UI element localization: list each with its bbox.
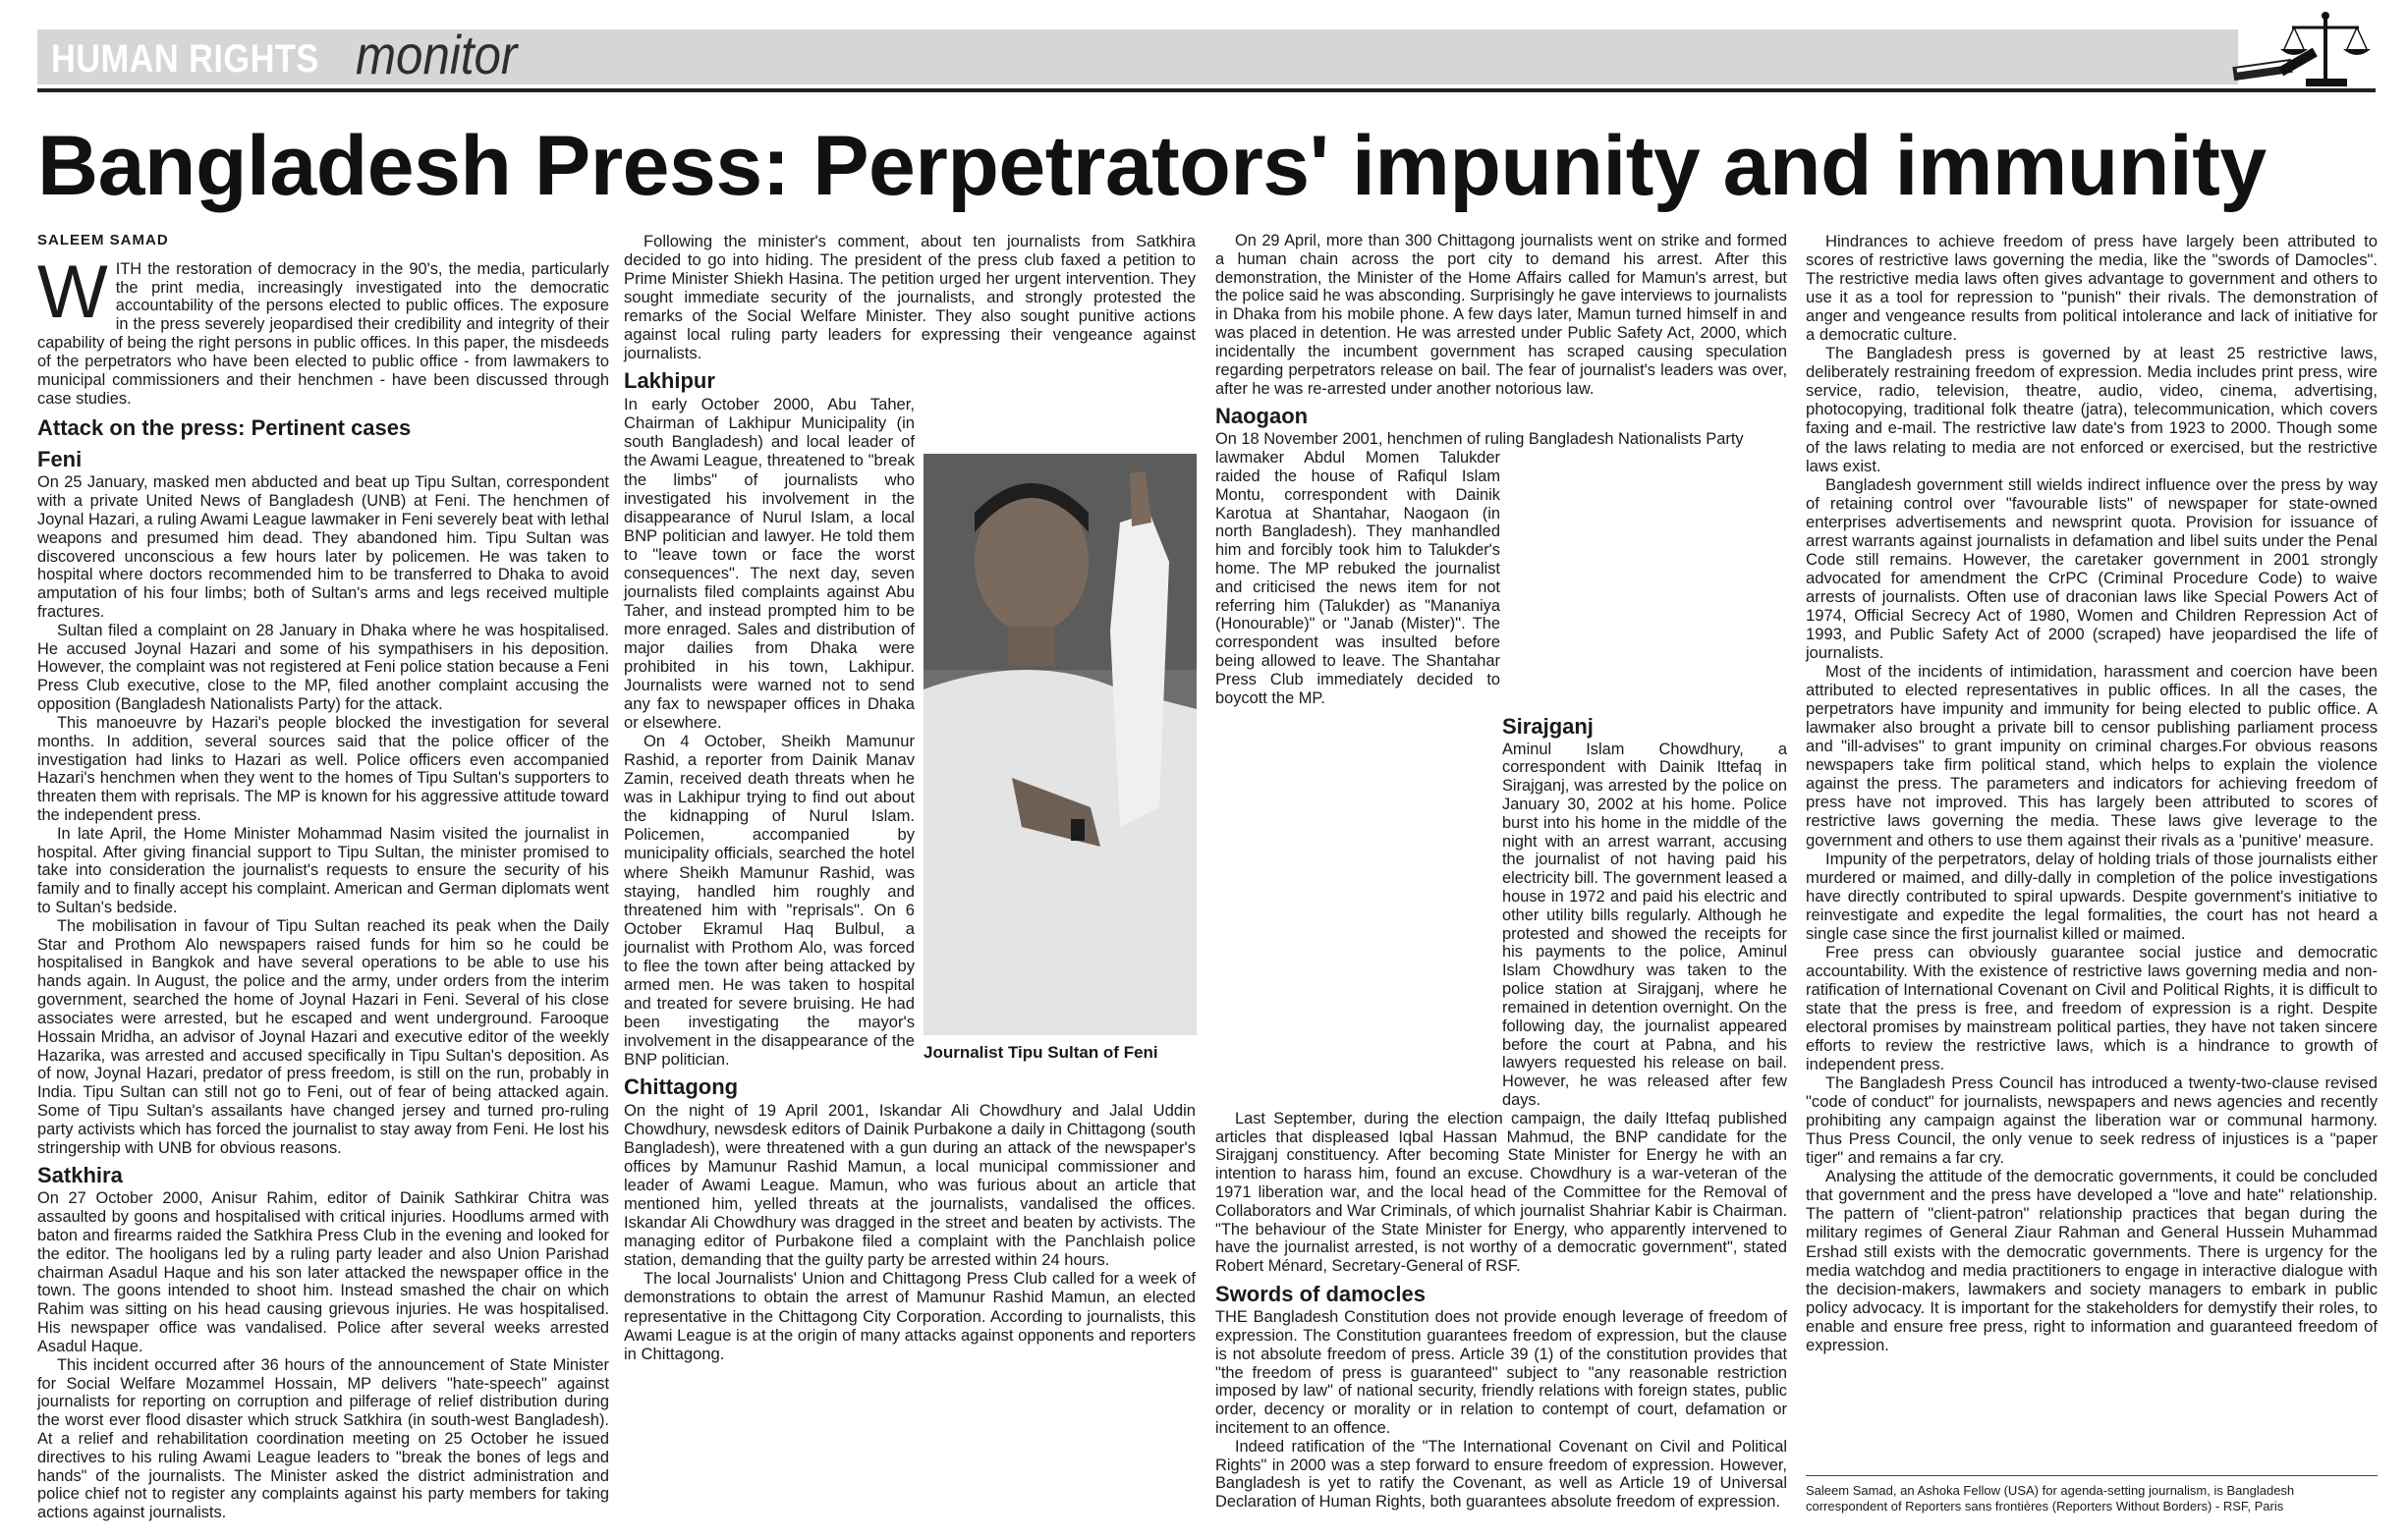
masthead-rule	[37, 88, 2376, 92]
subhead-chittagong: Chittagong	[624, 1074, 739, 1100]
masthead	[37, 22, 2376, 96]
chittagong-paragraph-1: On the night of 19 April 2001, Iskandar Ali Chowdhury and Jalal Uddin Chowdhury, newsdesk editors of Dainik Purbakone a daily in Chittagong (south Bangladesh), were threatened with a gun during an attack of the newspaper's offices by Mamunur Rashid Mamun, a local municipal commissioner and leader of Awami League. Mamun, who was furious about an article that mentioned him, yelled threats at the journalists, vandalised the offices. Iskandar Ali Chowdhury was dragged in the street and beaten by activists. The managing editor of Purbakone filed a complaint with the Panchlaish police station, demanding that the guilty party be arrested within 24 hours.	[624, 1101, 1196, 1270]
swords-paragraph-4: The Bangladesh press is governed by at least 25 restrictive laws, deliberately restraining freedom of expression. Media includes print press, wire service, radio, television, theatre, audio, video, cinema, advertising, photocopying, traditional folk theatre (jatra), telecommunication, which covers faxing and e-mail. The restrictive law date's from 1923 to 2000. Though some of the laws relating to media are not enforced or exercised, but the restrictive laws exist.	[1806, 344, 2378, 475]
feni-paragraph-2: Sultan filed a complaint on 28 January in Dhaka where he was hospitalised. He accused Joynal Hazari and some of his sympathisers in his deposition. However, the complaint was not registered at Feni police station because a Feni Press Club executive, close to the MP, filed another complaint accusing the opposition (Bangladesh Nationalists Party) for the attack.	[37, 621, 609, 714]
section-label: HUMAN RIGHTS	[51, 37, 319, 81]
section-heading-attack: Attack on the press: Pertinent cases	[37, 415, 412, 441]
column-3	[1215, 232, 1787, 1512]
swords-paragraph-10: Analysing the attitude of the democratic governments, it could be concluded that government and the press have developed a "love and hate" relationship. The pattern of "client-patron" relationship practices that began during the military regimes of General Ziaur Rahman and General Hussein Muhammad Ershad still exists with the democratic governments. There is urgency for the media watchdog and media practitioners to engage in interactive dialogue with the decision-makers, lawmakers and society managers to embark in public policy advocacy. It is important for the stakeholders for demystify their roles, to enable and ensure free press, right to information and guaranteed freedom of expression.	[1806, 1167, 2378, 1354]
feni-paragraph-3: This manoeuvre by Hazari's people blocked the investigation for several months. In addition, several sources said that the police officer of the investigation had links to Hazari as well. Police officers even accompanied Hazari's henchmen when they went to the homes of Tipu Sultan's supporters to threaten them with reprisals. The MP is known for his aggressive attitude toward the independent press.	[37, 713, 609, 824]
naogaon-paragraph-1a: On 18 November 2001, henchmen of ruling Bangladesh Nationalists Party	[1215, 430, 1744, 449]
subhead-swords: Swords of damocles	[1215, 1282, 1426, 1307]
scales-of-justice-icon	[2223, 8, 2371, 92]
journalist-photo-image	[924, 454, 1197, 1035]
subhead-naogaon: Naogaon	[1215, 404, 1309, 429]
drop-cap: W	[37, 249, 108, 334]
feni-paragraph-1: On 25 January, masked men abducted and beat up Tipu Sultan, correspondent with a private United News of Bangladesh (UNB) at Feni. The henchmen of Joynal Hazari, a ruling Awami League lawmaker in Feni severely beat with lethal weapons and presumed him dead. They abandoned him. Tipu Sultan was discovered unconscious a few hours later by policemen. He was taken to hospital where doctors recommended him to be transferred to Dhaka to avoid amputation of his four limbs; both of Sultan's arms and legs received multiple fractures.	[37, 473, 609, 621]
swords-paragraph-5: Bangladesh government still wields indirect influence over the press by way of retaining control over "favourable lists" of newspaper for state-owned enterprises advertisements and newsprint quota. Provision for issuance of arrest warrants against journalists in defamation and libel suits under the Penal Code still remains. However, the caretaker government in 2001 strongly advocated for amendment the CrPC (Criminal Procedure Code) to waive arrests of journalists. Often use of draconian laws like Special Powers Act of 1974, Official Secrecy Act of 1980, Women and Children Repression Act of 1993, and Public Safety Act of 2000 (scraped) have jeopardised the life of journalists.	[1806, 474, 2378, 663]
headline: Bangladesh Press: Perpetrators' impunity and immunity	[37, 119, 2267, 213]
lakhipur-paragraph-1: In early October 2000, Abu Taher, Chairman of Lakhipur Municipality (in south Bangladesh) and local leader of the Awami League, threatened to "break the limbs" of journalists who investigated his involvement in the disappearance of Nurul Islam, a local BNP politician and lawyer. He told them to "leave town or face the worst consequences". The next day, seven journalists filed complaints against Abu Taher, and instead prompted him to be more enraged. Sales and distribution of major dailies from Dhaka were prohibited in his town, Lakhipur. Journalists were warned not to send any fax to newspaper offices in Dhaka or elsewhere.	[624, 395, 915, 733]
swords-paragraph-8: Free press can obviously guarantee social justice and democratic accountability. With the existence of restrictive laws governing media and non-ratification of International Covenant on Civil and Political Rights, it is difficult to state that the press is free, and freedom of expression is a right. Despite electoral promises by mainstream political parties, they have not taken sincere efforts to review the restrictive laws, which is a hindrance to growth of independent press.	[1806, 942, 2378, 1074]
satkhira-paragraph-3: Following the minister's comment, about ten journalists from Satkhira decided to go into hiding. The president of the press club faxed a petition to Prime Minister Shiekh Hasina. The petition urged her urgent intervention. They sought immediate security of the journalists, and strongly protested the remarks of the Social Welfare Minister. They also sought punitive actions against local ruling party leaders for expressing their vengeance against journalists.	[624, 232, 1196, 363]
feni-paragraph-5: The mobilisation in favour of Tipu Sultan reached its peak when the Daily Star and Prothom Alo newspapers raised funds for him so he could be hospitalised in Bangkok and have several operations to be able to use his hands again. In August, the police and the army, under orders from the interim government, searched the home of Joynal Hazari in Feni. Several of his close associates were arrested, but he escaped and went underground. Farooque Hossain Mridha, an advisor of Joynal Hazari and executive editor of the weekly Hazarika, was arrested and accused specifically in Tipu Sultan's deposition. As of now, Joynal Hazari, predator of press freedom, is still on the run, probably in India. Tipu Sultan can still not go to Feni, out of fear of being attacked again. Some of Tipu Sultan's assailants have changed jersey and turned pro-ruling party activists which has forced the journalist to stay away from Feni. He lost his stringership with UNB for obvious reasons.	[37, 916, 609, 1157]
photo-tipu-sultan	[924, 454, 1197, 1035]
column-1	[37, 232, 609, 1522]
satkhira-paragraph-1: On 27 October 2000, Anisur Rahim, editor of Dainik Sathkirar Chitra was assaulted by goons and hospitalised with critical injuries. Hoodlums armed with baton and firearms raided the Satkhira Press Club in the evening and looked for the editor. The hooligans led by a ruling party leader and also Union Parishad chairman Asadul Haque and his son later attacked the newspaper office in the town. The goons intended to shoot him. Instead smashed the chair on which Rahim was sitting on his head causing grievous injuries. He was hospitalised. His newspaper office was vandalised. Police after several weeks arrested Asadul Haque.	[37, 1189, 609, 1355]
subhead-satkhira: Satkhira	[37, 1163, 123, 1188]
feni-paragraph-4: In late April, the Home Minister Mohammad Nasim visited the journalist in hospital. After giving financial support to Tipu Sultan, the minister promised to take into consideration the journalist's requests to ensure the security of his family and to finally accept his complaint. American and German diplomats went to Sultan's bedside.	[37, 824, 609, 916]
author-footnote: Saleem Samad, an Ashoka Fellow (USA) for agenda-setting journalism, is Bangladesh correspondent of Reporters sans frontières (Reporters Without Borders) - RSF, Paris	[1806, 1483, 2295, 1513]
chittagong-paragraph-2: The local Journalists' Union and Chittagong Press Club called for a week of demonstrations to obtain the arrest of Mamunur Rashid Mamun, an elected representative in the Chittagong City Corporation. According to journalists, this Awami League is at the origin of many attacks against opponents and reporters in Chittagong.	[624, 1269, 1196, 1363]
footnote-rule	[1806, 1475, 2378, 1476]
swords-paragraph-9: The Bangladesh Press Council has introduced a twenty-two-clause revised "code of conduct" for journalists, newspapers and news agencies and recently prohibiting any campaign against the liberation war or communal harmony. Thus Press Council, the only venue to seek redress of injustices is a "paper tiger" and remains a far cry.	[1806, 1073, 2378, 1168]
swords-paragraph-2: Indeed ratification of the "The International Covenant on Civil and Political Rights" in 2000 was a step forward to ensure freedom of expression. However, Bangladesh is yet to ratify the Covenant, as well as Article 19 of Universal Declaration of Human Rights, both guarantees absolute freedom of expression.	[1215, 1437, 1787, 1512]
satkhira-paragraph-2: This incident occurred after 36 hours of the announcement of State Minister for Social Welfare Mozammel Hossain, MP delivers "hate-speech" against journalists for reporting on corruption and pilferage of relief distribution during the worst ever flood disaster which struck Satkhira (in south-west Bangladesh). At a relief and rehabilitation coordination meeting on 25 October he issued directives to his ruling Awami League leaders to "break the bones of legs and hands" of the journalists. The Minister asked the district administration and police chief not to register any complaints against his party members for taking actions against journalists.	[37, 1355, 609, 1522]
subhead-feni: Feni	[37, 447, 83, 472]
lakhipur-paragraph-2: On 4 October, Sheikh Mamunur Rashid, a reporter from Dainik Manav Zamin, received death threats when he was in Lakhipur trying to find out about the kidnapping of Nurul Islam. Policemen, accompanied by municipality officials, searched the hotel where Sheikh Mamunur Rashid, was staying, handled him roughly and threatened him with "reprisals". On 6 October Ekramul Haq Bulbul, a journalist with Prothom Alo, was forced to flee the town after being attacked by armed men. He was taken to hospital and treated for severe bruising. He had been investigating the mayor's involvement in the disappearance of the BNP politician.	[624, 732, 915, 1069]
photo-caption: Journalist Tipu Sultan of Feni	[924, 1043, 1158, 1062]
swords-paragraph-7: Impunity of the perpetrators, delay of holding trials of those journalists either murdered or maimed, and dilly-dally in completion of the police investigations have directly contributed to spiral upwards. Despite government's initiative to reinvestigate and expedite the legal formalities, the court has not heard a single case since the first journalist killed or maimed.	[1806, 849, 2378, 943]
column-4	[1806, 232, 2378, 1354]
naogaon-paragraph-1b: lawmaker Abdul Momen Talukder raided the house of Rafiqul Islam Montu, correspondent with Dainik Karotua at Shantahar, Naogaon (in north Bangladesh). They manhandled him and forcibly took him to Talukder's home. The MP rebuked the journalist and criticised the news item for not referring him (Talukder) as "Mananiya (Honourable)" or "Janab (Mister)". The correspondent was insulted before being allowed to leave. The Shantahar Press Club immediately decided to boycott the MP.	[1215, 449, 1500, 707]
subhead-sirajganj: Sirajganj	[1502, 713, 1594, 739]
intro-paragraph: WITH the restoration of democracy in the 90's, the media, particularly the print media, increasingly investigated into the democratic accountability of the persons elected to public offices. The exposure in the press severely jeopardised their credibility and integrity of their capability of being the right persons in public offices. In this paper, the misdeeds of the perpetrators who have been elected to public office - from lawmakers to municipal commissioners and their henchmen - have been discussed through case studies.	[37, 249, 609, 408]
byline: SALEEM SAMAD	[37, 232, 169, 248]
subhead-lakhipur: Lakhipur	[624, 368, 715, 394]
section-suffix: monitor	[356, 24, 518, 85]
sirajganj-paragraph-2: Last September, during the election campaign, the daily Ittefaq published articles that displeased Iqbal Hassan Mahmud, the BNP candidate for the Sirajganj constituency. After becoming State Minister for Energy he with an intention to harass him, found an excuse. Chowdhury is a war-veteran of the 1971 liberation war, and the local head of the Committee for the Removal of Collaborators and War Criminals, of which journalist Shahriar Kabir is Chairman. "The behaviour of the State Minister for Energy, who apparently intervened to have the journalist arrested, is not worthy of a democratic government", stated Robert Ménard, Secretary-General of RSF.	[1215, 1109, 1787, 1276]
swords-paragraph-6: Most of the incidents of intimidation, harassment and coercion have been attributed to elected representatives in public offices. In all the cases, the perpetrators have impunity and immunity for being elected to public office. A lawmaker also brought a private bill to censor publishing parliament process and "ill-advises" to grant impunity on criminal charges.For obvious reasons newspapers take firm political stand, which helps to explain the violence against the press. The parameters and indicators for achieving freedom of press have not improved. This has largely been attributed to scores of restrictive laws governing the media. These laws give leverage to the government and others to use them against their rivals as a 'punitive' measure.	[1806, 662, 2378, 850]
swords-paragraph-1: THE Bangladesh Constitution does not provide enough leverage of freedom of expression. The Constitution guarantees freedom of expression, but the clause is not absolute freedom of press. Article 39 (1) of the constitution provides that "the freedom of press is guaranteed" subject to "any reasonable restriction imposed by law" of national security, friendly relations with foreign states, public order, decency or morality or in relation to contempt of court, defamation or incitement to an offence.	[1215, 1308, 1787, 1437]
sirajganj-paragraph-1: Aminul Islam Chowdhury, a correspondent with Dainik Ittefaq in Sirajganj, was arrested by the police on January 30, 2002 at his home. Police burst into his home in the middle of the night with an arrest warrant, accusing the journalist of not having paid his electricity bill. The government leased a house in 1972 and paid his electric and other utility bills regularly. Although he protested and showed the receipts for his payments to the police, Aminul Islam Chowdhury was taken to the police station at Sirajganj, where he remained in detention overnight. On the following day, the journalist appeared before the court at Pabna, and his lawyers requested his release on bail. However, he was released after few days.	[1502, 740, 1787, 1109]
swords-paragraph-3: Hindrances to achieve freedom of press have largely been attributed to scores of restrictive laws governing the media, like the "swords of Damocles". The restrictive media laws often gives advantage to government and others to use it as a tool for repression to "punish" their rivals. The demonstration of anger and vengeance results from political intolerance and lack of initiative for a democratic culture.	[1806, 232, 2378, 345]
chittagong-paragraph-3: On 29 April, more than 300 Chittagong journalists went on strike and formed a human chain across the port city to demand his arrest. After this demonstration, the Minister of the Home Affairs called for Mamun's arrest, but the police said he was absconding. Surprisingly he gave interviews to journalists in Dhaka from his mobile phone. A few days later, Mamun turned himself in and was placed in detention. He was arrested under Public Safety Act, 2000, which incidentally the incumbent government has scraped causing speculation regarding perpetrators release on bail. The fear of journalist's leaders was over, after he was re-arrested under another notorious law.	[1215, 232, 1787, 398]
